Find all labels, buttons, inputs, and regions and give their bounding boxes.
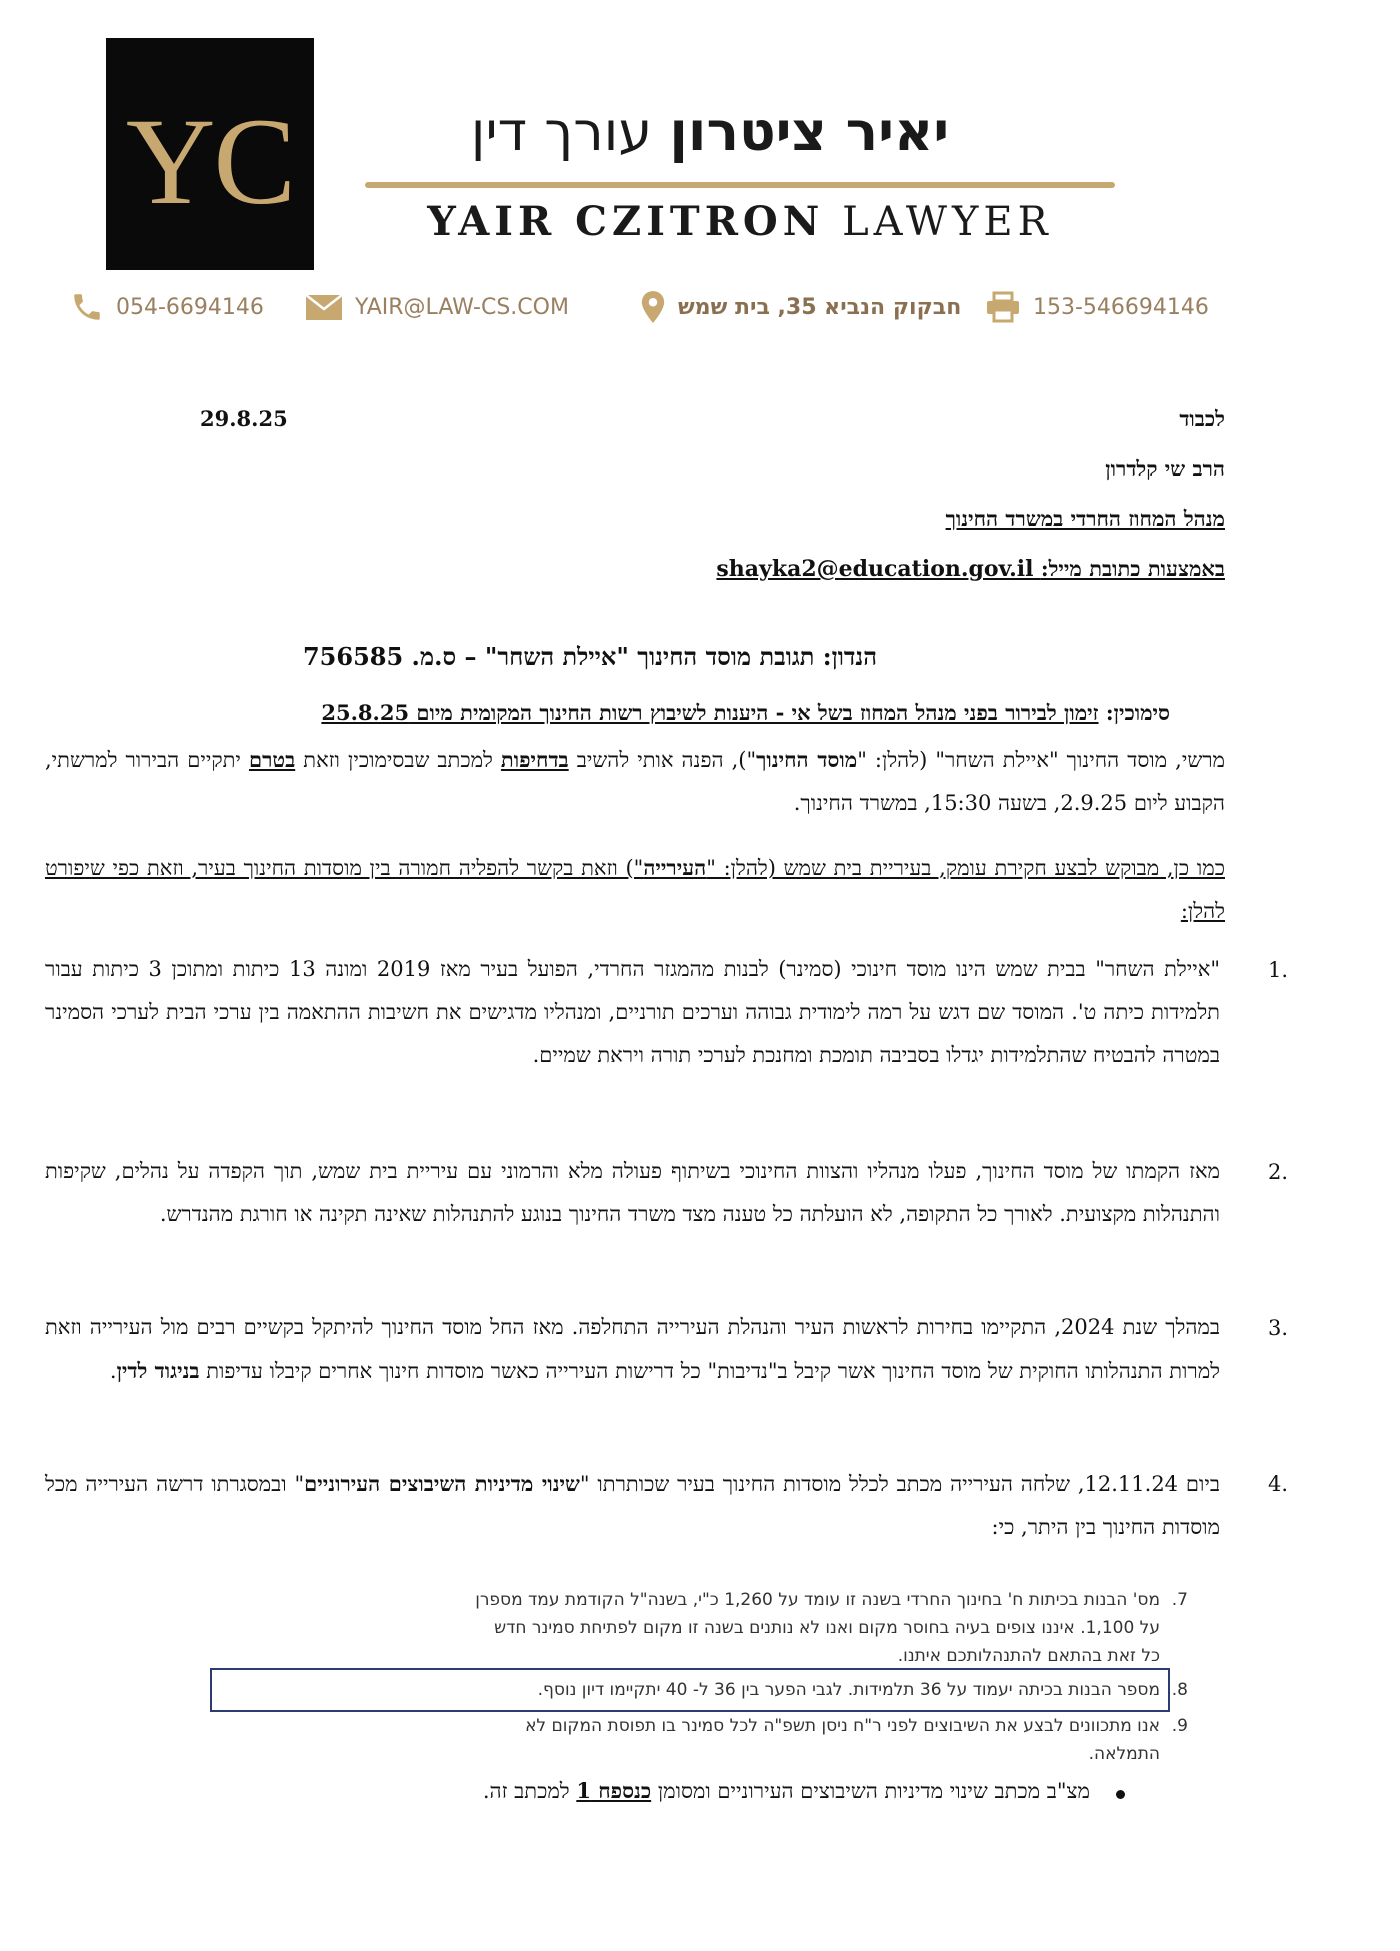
street-address: חבקוק הנביא 35, בית שמש	[678, 294, 962, 320]
bullet-marker	[1116, 1790, 1125, 1799]
logo	[106, 38, 314, 270]
item-1-text: "איילת השחר" בבית שמש הינו מוסד חינוכי (סמינר) לבנות מהמגזר החרדי, הפועל בעיר מאז 2019 ומונה 13 כיתות ומתוכן 3 כיתות עבור תלמידות כיתה ט'. המוסד שם דגש על רמה לימודית גבוהה וערכים תורניים, ומנהליו מדגישים את חשיבות ההתאמה בין ערכי הבית לערכי הסמינר במטרה להבטיח שהתלמידות יגדלו בסביבה תומכת ומחנכת לערכי תורה ויראת שמיים.	[45, 957, 1221, 1067]
intro-text-b: "), הפנה אותי להשיב	[568, 748, 757, 772]
phone-number[interactable]: 054-6694146	[116, 294, 264, 320]
item-1-number: 1.	[1267, 958, 1288, 982]
intro-text-d: יתקיים הבירור למרשתי, הקבוע ליום 2.9.25, בשעה 15:30, במשרד החינוך.	[45, 748, 1225, 815]
item-3-text	[45, 1306, 1220, 1393]
item-4-text-bold: שינוי מדיניות השיבוצים העירוניים	[304, 1471, 580, 1496]
reference-text: זימון לבירור בפני מנהל המחוז בשל אי - היענות לשיבוץ רשות החינוך המקומית מיום 25.8.25	[321, 700, 1099, 725]
attachment-text-b: למכתב זה.	[482, 1779, 577, 1803]
quote-7-line-2: על 1,100. איננו צופים בעיה בחוסר מקום ואנו לא נותנים בשנה זו מקום לפתיחת סמינר חדש	[494, 1618, 1160, 1638]
fax-number: 153-546694146	[1033, 294, 1209, 320]
item-4-text	[45, 1462, 1220, 1549]
firm-name-english-title: LAWYER	[842, 199, 1053, 245]
recipient-name: הרב שי קלדרון	[1105, 456, 1225, 481]
reference-line	[90, 700, 1170, 726]
subject-line: הנדון: תגובת מוסד החינוך "איילת השחר" – ס.מ. 756585	[302, 642, 878, 671]
item-2-text: מאז הקמתו של מוסד החינוך, פעלו מנהליו והצוות החינוכי בשיתוף פעולה מלא והרמוני עם עיריית בית שמש, תוך הקפדה על נהלים, שקיפות והתנהלות מקצועית. לאורך כל התקופה, לא הועלתה כל טענה מצד משרד החינוך בנוגע להתנהלות שאינה תקינה או חורגת מהנדרש.	[45, 1159, 1220, 1226]
contact-address	[640, 286, 961, 328]
quote-9-line-1: אנו מתכוונים לבצע את השיבוצים לפני ר"ח ניסן תשפ"ה לכל סמינר בו תפוסת המקום לא	[525, 1716, 1160, 1736]
para2-text-a: כמו כן, מבוקש לבצע חקירת עומק, בעיריית בית שמש (להלן: "	[706, 856, 1225, 880]
quote-9-number: 9.	[1171, 1716, 1188, 1736]
item-4-text-main: ביום 12.11.24, שלחה העירייה מכתב לכלל מוסדות החינוך בעיר שכותרתו "	[579, 1472, 1220, 1496]
item-4-text-end: " ובמסגרתו דרשה העירייה מכל מוסדות החינוך בין היתר, כי:	[45, 1472, 1220, 1539]
contact-fax	[985, 286, 1209, 328]
attachment-appendix-1[interactable]: כנספח 1	[576, 1778, 652, 1803]
firm-name-hebrew	[430, 100, 990, 163]
recipient-role: מנהל המחוז החרדי במשרד החינוך	[945, 506, 1225, 531]
quote-7-number: 7.	[1171, 1590, 1188, 1610]
firm-name-english-bold: YAIR CZITRON	[427, 198, 825, 245]
contact-phone	[70, 286, 264, 328]
reference-label: סימוכין:	[1105, 700, 1170, 725]
quote-8-number: 8.	[1171, 1680, 1188, 1700]
intro-paragraph	[45, 738, 1225, 825]
intro-text-a: מרשי, מוסד החינוך "איילת השחר" (להלן: "	[857, 748, 1225, 772]
recipient-email[interactable]: shayka2@education.gov.il	[716, 556, 1034, 582]
firm-name-hebrew-bold: יאיר ציטרון	[669, 100, 950, 163]
quote-7-line-3: כל זאת בהתאם להתנהלותכם איתנו.	[897, 1646, 1160, 1666]
intro-bold-urgent: בדחיפות	[500, 747, 569, 772]
item-3-text-end: .	[109, 1359, 117, 1383]
intro-bold-institution: מוסד החינוך	[756, 747, 858, 772]
item-2-number: 2.	[1267, 1160, 1288, 1184]
item-4-number: 4.	[1267, 1472, 1288, 1496]
investigation-paragraph	[45, 846, 1225, 933]
letterhead-divider	[365, 182, 1115, 188]
firm-name-english	[390, 198, 1090, 245]
attachment-note	[483, 1778, 1090, 1804]
item-3-number: 3.	[1267, 1316, 1288, 1340]
intro-bold-before: בטרם	[248, 747, 296, 772]
printer-icon	[985, 291, 1021, 323]
phone-icon	[70, 290, 104, 324]
item-3-text-bold: בניגוד לדין	[116, 1358, 200, 1383]
intro-text-c: למכתב שבסימוכין וזאת	[295, 748, 501, 772]
para2-bold-city: העירייה	[643, 855, 707, 880]
quote-8-text: מספר הבנות בכיתה יעמוד על 36 תלמידות. לגבי הפער בין 36 ל- 40 יתקיימו דיון נוסף.	[537, 1680, 1160, 1700]
quote-7-line-1: מס' הבנות בכיתות ח' בחינוך החרדי בשנה זו עומד על 1,260 כ"י, בשנה"ל הקודמת עמד מספרן	[475, 1590, 1160, 1610]
firm-name-hebrew-title: עורך דין	[470, 100, 653, 163]
letter-date: 29.8.25	[200, 406, 288, 431]
quote-9-line-2: התמלאה.	[1088, 1744, 1160, 1764]
location-pin-icon	[640, 290, 666, 324]
item-3-text-main: במהלך שנת 2024, התקיימו בחירות לראשות העיר והנהלת העירייה התחלפה. מאז החל מוסד החינוך להיתקל בקשיים רבים מול העירייה וזאת למרות התנהלותו החוקית של מוסד החינוך אשר קיבל ב"נדיבות" כל דרישות העירייה כאשר מוסדות חינוך אחרים קיבלו עדיפות	[45, 1315, 1220, 1383]
para2-text-b: ") וזאת בקשר להפליה חמורה בין מוסדות החינוך בעיר, וזאת כפי שיפורט להלן:	[45, 856, 1225, 923]
attachment-text-a: מצ"ב מכתב שינוי מדיניות השיבוצים העירוניים ומסומן	[651, 1779, 1090, 1803]
contact-email	[305, 286, 569, 328]
recipient-to: לכבוד	[1179, 406, 1225, 431]
recipient-via	[716, 556, 1225, 582]
envelope-icon	[305, 292, 343, 322]
email-address[interactable]: YAIR@LAW-CS.COM	[355, 294, 569, 320]
logo-monogram: YC	[125, 93, 295, 230]
via-label: באמצעות כתובת מייל:	[1040, 556, 1225, 581]
